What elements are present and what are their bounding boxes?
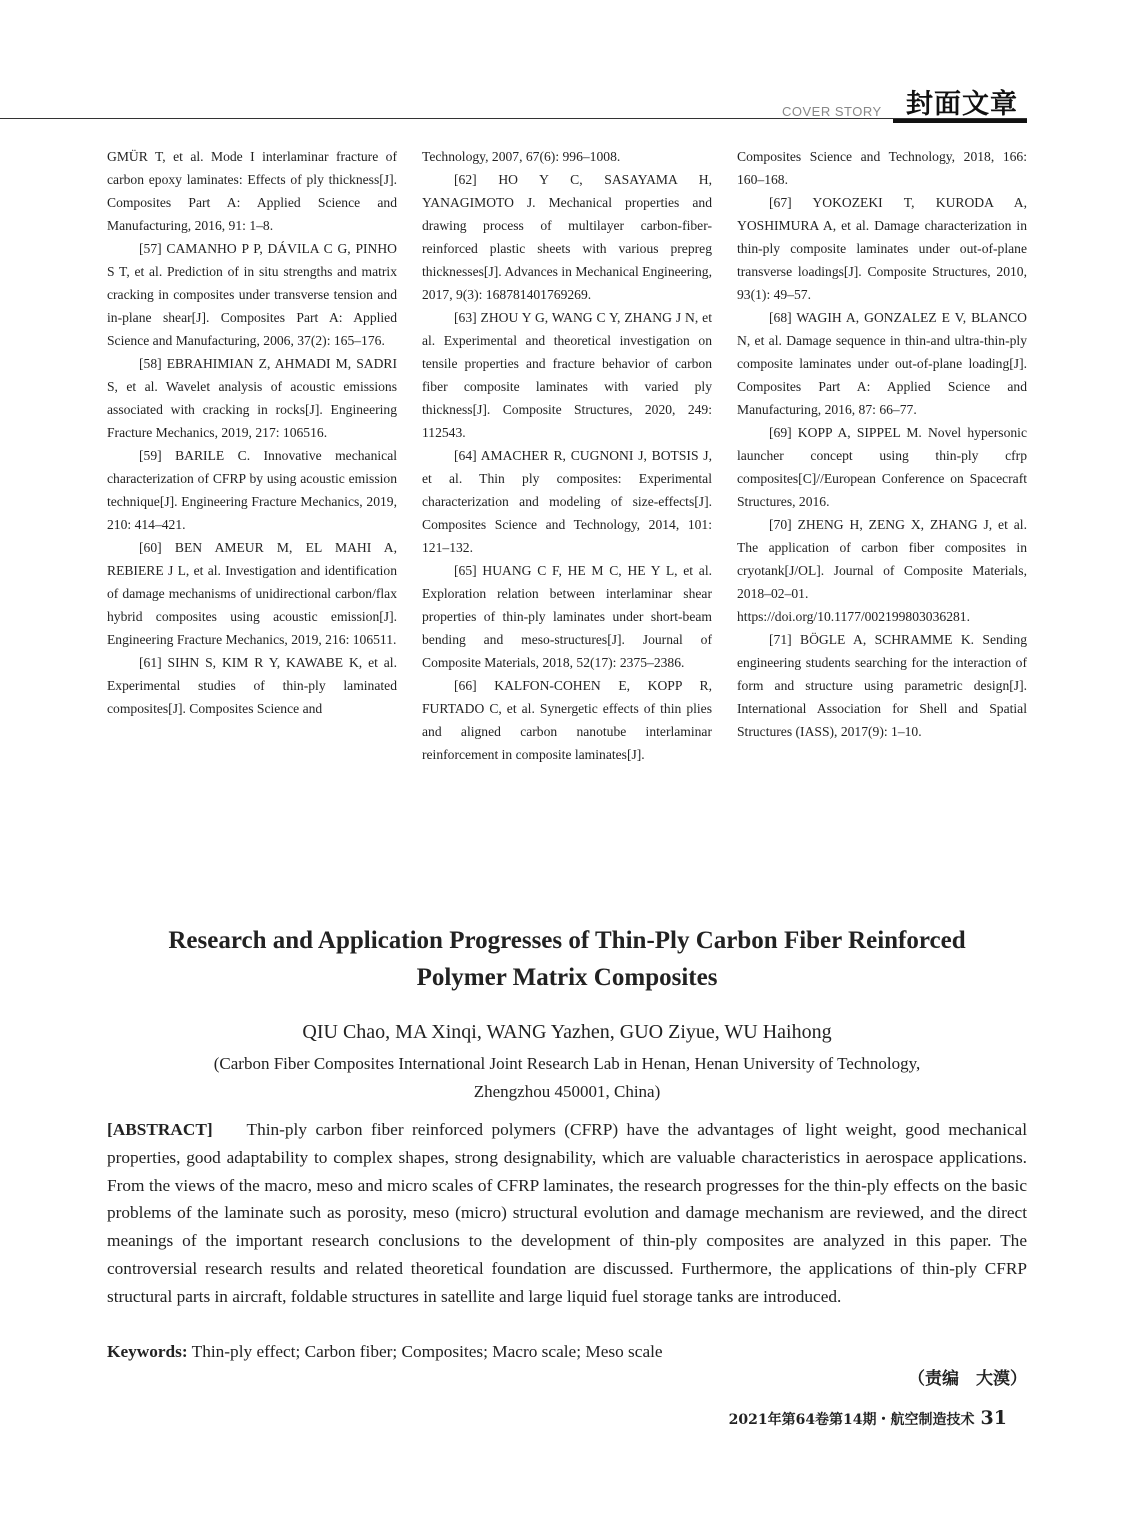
abstract-label: [ABSTRACT] [107, 1120, 213, 1139]
journal-issue: 2021年第64卷第14期・航空制造技术 [728, 1412, 975, 1428]
reference-59: [59] BARILE C. Innovative mechanical characterization of CFRP by using acoustic emission technique[J]. Engineering Fracture Mechanics, 2019, 210: 414–421. [107, 448, 397, 532]
reference-64: [64] AMACHER R, CUGNONI J, BOTSIS J, et al. Thin ply composites: Experimental characterization and modeling of size-effects[J]. Composites Science and Technology, 2014, 101: 121–132. [422, 448, 712, 555]
reference-70: [70] ZHENG H, ZENG X, ZHANG J, et al. The application of carbon fiber composites in cryotank[J/OL]. Journal of Composite Materials, 2018–02–01. https://doi.org/10.1177/002199803036281. [737, 517, 1027, 624]
section-label-en: COVER STORY [782, 104, 882, 119]
reference-65: [65] HUANG C F, HE M C, HE Y L, et al. Exploration relation between interlaminar shear properties of thin-ply laminates under short-beam bending and meso-structures[J]. Journal of Composite Materials, 2018, 52(17): 2375–2386. [422, 563, 712, 670]
reference-63: [63] ZHOU Y G, WANG C Y, ZHANG J N, et al. Experimental and theoretical investigation on tensile properties and fracture behavior of carbon fiber composite laminates with varied ply thickness[J]. Composite Structures, 2020, 249: 112543. [422, 310, 712, 440]
reference-68: [68] WAGIH A, GONZALEZ E V, BLANCO N, et al. Damage sequence in thin-and ultra-thin-ply composite laminates under out-of-plane loading[J]. Composites Part A: Applied Science and Manufacturing, 2016, 87: 66–77. [737, 310, 1027, 417]
reference-57: [57] CAMANHO P P, DÁVILA C G, PINHO S T, et al. Prediction of in situ strengths and matrix cracking in composites under transverse tension and in-plane shear[J]. Composites Part A: Applied Science and Manufacturing, 2006, 37(2): 165–176. [107, 241, 397, 348]
reference-67: [67] YOKOZEKI T, KURODA A, YOSHIMURA A, et al. Damage characterization in thin-ply composite laminates under out-of-plane transverse loadings[J]. Composite Structures, 2010, 93(1): 49–57. [737, 195, 1027, 302]
affiliation-line-2: Zhengzhou 450001, China) [473, 1082, 661, 1101]
reference-continuation: GMÜR T, et al. Mode I interlaminar fracture of carbon epoxy laminates: Effects of ply thickness[J]. Composites Part A: Applied Science and Manufacturing, 2016, 91: 1–8. [107, 149, 397, 233]
keywords-text: Thin-ply effect; Carbon fiber; Composites; Macro scale; Meso scale [191, 1342, 663, 1361]
article-title [107, 922, 1027, 996]
reference-58: [58] EBRAHIMIAN Z, AHMADI M, SADRI S, et al. Wavelet analysis of acoustic emissions associated with cracking in rocks[J]. Engineering Fracture Mechanics, 2019, 217: 106516. [107, 356, 397, 440]
page-footer [700, 1404, 1007, 1434]
keywords [107, 1338, 1027, 1365]
reference-continuation: Composites Science and Technology, 2018, 166: 160–168. [737, 149, 1027, 187]
abstract [107, 1116, 1027, 1311]
authors: QIU Chao, MA Xinqi, WANG Yazhen, GUO Ziyue, WU Haihong [302, 1021, 832, 1043]
reference-60: [60] BEN AMEUR M, EL MAHI A, REBIERE J L, et al. Investigation and identification of damage mechanisms of unidirectional carbon/flax hybrid composites using acoustic emission[J]. Engineering Fracture Mechanics, 2019, 216: 106511. [107, 540, 397, 647]
article-title-line-2: Polymer Matrix Composites [416, 964, 718, 991]
reference-continuation: Technology, 2007, 67(6): 996–1008. [422, 149, 621, 164]
references-column-3 [737, 145, 1027, 743]
reference-71: [71] BÖGLE A, SCHRAMME K. Sending engineering students searching for the interaction of form and structure using parametric design[J]. International Association for Shell and Spatial Structures (IASS), 2017(9): 1–10. [737, 632, 1027, 739]
abstract-text: Thin-ply carbon fiber reinforced polymers (CFRP) have the advantages of light weight, good mechanical properties, good adaptability to complex shapes, strong designability, which are valuable characteristics in aerospace applications. From the views of the macro, meso and micro scales of CFRP laminates, the research progresses for the thin-ply effects on the basic problems of the laminate such as porosity, meso (micro) structural evolution and damage mechanism are reviewed, and the direct meanings of the important research conclusions to the development of thin-ply composites are analyzed in this paper. The controversial research results and related theoretical foundation are discussed. Furthermore, the applications of thin-ply CFRP structural parts in aircraft, foldable structures in satellite and large liquid fuel storage tanks are introduced. [107, 1120, 1028, 1306]
affiliation-line-1: (Carbon Fiber Composites International Joint Research Lab in Henan, Henan University of Technology, [213, 1054, 921, 1073]
references-column-1 [107, 145, 397, 720]
reference-66: [66] KALFON-COHEN E, KOPP R, FURTADO C, et al. Synergetic effects of thin plies and aligned carbon nanotube interlaminar reinforcement in composite laminates[J]. [422, 678, 712, 762]
references-column-2 [422, 145, 712, 766]
affiliation [107, 1050, 1027, 1106]
reference-69: [69] KOPP A, SIPPEL M. Novel hypersonic launcher concept using thin-ply cfrp composites[C]//European Conference on Spacecraft Structures, 2016. [737, 425, 1027, 509]
editor-note: （责编 大漠） [908, 1369, 1027, 1389]
page-number: 31 [980, 1407, 1007, 1429]
reference-61: [61] SIHN S, KIM R Y, KAWABE K, et al. Experimental studies of thin-ply laminated composites[J]. Composites Science and [107, 655, 397, 716]
keywords-label: Keywords: [107, 1342, 188, 1361]
reference-62: [62] HO Y C, SASAYAMA H, YANAGIMOTO J. Mechanical properties and drawing process of multilayer carbon-fiber-reinforced plastic sheets with various prepreg thicknesses[J]. Advances in Mechanical Engineering, 2017, 9(3): 168781401769269. [422, 172, 712, 302]
article-title-line-1: Research and Application Progresses of Thin-Ply Carbon Fiber Reinforced [168, 927, 966, 954]
section-label-cn: 封面文章 [906, 89, 1018, 120]
